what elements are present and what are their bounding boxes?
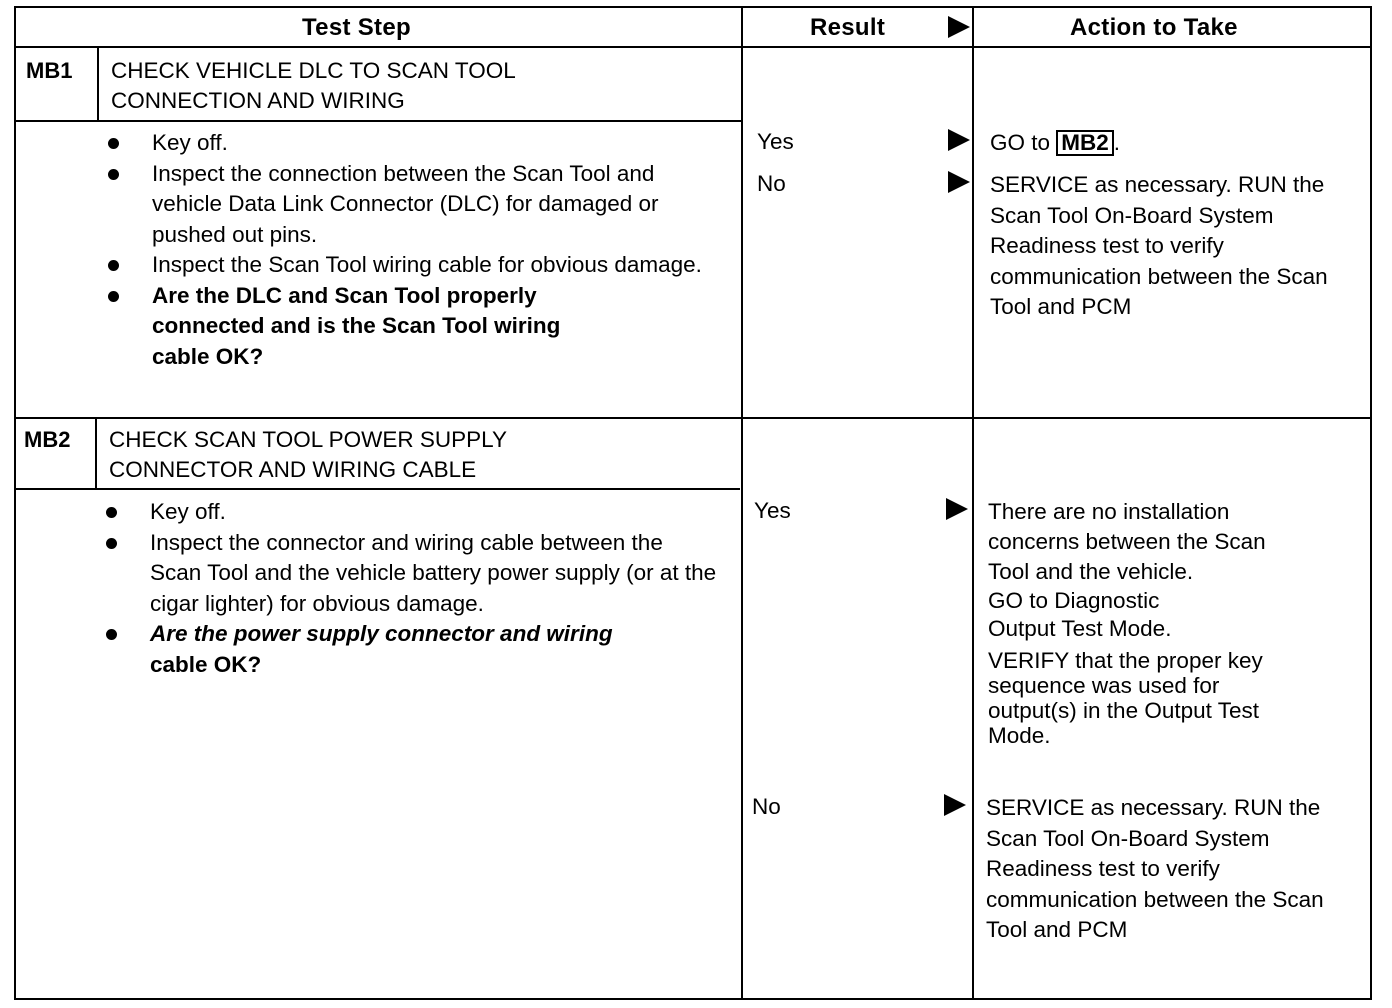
bullet-dot-icon <box>106 538 117 549</box>
action-yes-mb2-part2: VERIFY that the proper key sequence was used for output(s) in the Output Test Mode. <box>988 648 1263 748</box>
bullet-item: Inspect the connector and wiring cable between the Scan Tool and the vehicle battery power supply (or at the cigar lighter) for obvious damage. <box>106 528 718 620</box>
action-no-mb2: SERVICE as necessary. RUN the Scan Tool On-Board System Readiness test to verify communication between the Scan Tool and PCM <box>986 795 1324 942</box>
step-title-line: CHECK SCAN TOOL POWER SUPPLY <box>109 427 508 452</box>
bullet-item: Inspect the Scan Tool wiring cable for obvious damage. <box>108 250 718 281</box>
bullet-dot-icon <box>108 291 119 302</box>
action-no-mb1: SERVICE as necessary. RUN the Scan Tool On-Board System Readiness test to verify communication between the Scan Tool and PCM <box>990 172 1328 319</box>
table-top-border <box>14 6 1372 8</box>
result-arrow-icon <box>948 171 970 193</box>
step-title-line: CONNECTOR AND WIRING CABLE <box>109 457 477 482</box>
step-ref-mb2[interactable]: MB2 <box>1056 130 1114 156</box>
action-yes-mb1: GO to MB2 . <box>990 130 1121 155</box>
result-action-divider <box>972 6 974 1000</box>
result-no-mb2: No <box>752 794 781 819</box>
step-bullets-mb2 <box>106 497 718 680</box>
bullet-dot-icon <box>108 169 119 180</box>
bullet-item: Key off. <box>106 497 718 528</box>
mb1-row-bottom-border <box>14 417 1372 419</box>
result-yes-mb1: Yes <box>757 129 794 154</box>
bullet-item: Key off. <box>108 128 718 159</box>
mb2-title-bottom-border <box>14 488 740 490</box>
bullet-question: Are the DLC and Scan Tool properly connected and is the Scan Tool wiring cable OK? <box>108 281 592 373</box>
table-right-border <box>1370 6 1372 1000</box>
result-arrow-icon <box>948 129 970 151</box>
bullet-dot-icon <box>108 260 119 271</box>
bullet-dot-icon <box>106 629 117 640</box>
header-action: Action to Take <box>1070 14 1238 41</box>
action-yes-mb2-part1: There are no installation concerns between the Scan Tool and the vehicle. GO to Diagnostic Output Test Mode. <box>988 499 1266 641</box>
header-arrow-icon <box>948 16 970 38</box>
table-left-border <box>14 6 16 1000</box>
step-id-mb2: MB2 <box>24 427 71 452</box>
result-arrow-icon <box>944 794 966 816</box>
header-bottom-border <box>14 46 1372 48</box>
step-bullets-mb1 <box>108 128 718 372</box>
step-title-line: CHECK VEHICLE DLC TO SCAN TOOL <box>111 58 516 83</box>
teststep-result-divider <box>741 6 743 1000</box>
result-yes-mb2: Yes <box>754 498 791 523</box>
table-bottom-border <box>14 998 1372 1000</box>
mb1-title-bottom-border <box>14 120 742 122</box>
step-title-mb1 <box>111 56 516 116</box>
bullet-question: Are the power supply connector and wiring cable OK? <box>106 619 718 680</box>
step-id-mb1: MB1 <box>26 58 73 83</box>
bullet-item: Inspect the connection between the Scan Tool and vehicle Data Link Connector (DLC) for damaged or pushed out pins. <box>108 159 718 251</box>
step-title-line: CONNECTION AND WIRING <box>111 88 405 113</box>
step-title-mb2 <box>109 425 507 485</box>
result-arrow-icon <box>946 498 968 520</box>
header-test-step: Test Step <box>302 14 411 41</box>
header-result: Result <box>810 14 886 41</box>
mb1-id-divider <box>97 46 99 122</box>
result-no-mb1: No <box>757 171 786 196</box>
mb2-id-divider <box>95 417 97 490</box>
bullet-dot-icon <box>106 507 117 518</box>
bullet-dot-icon <box>108 138 119 149</box>
